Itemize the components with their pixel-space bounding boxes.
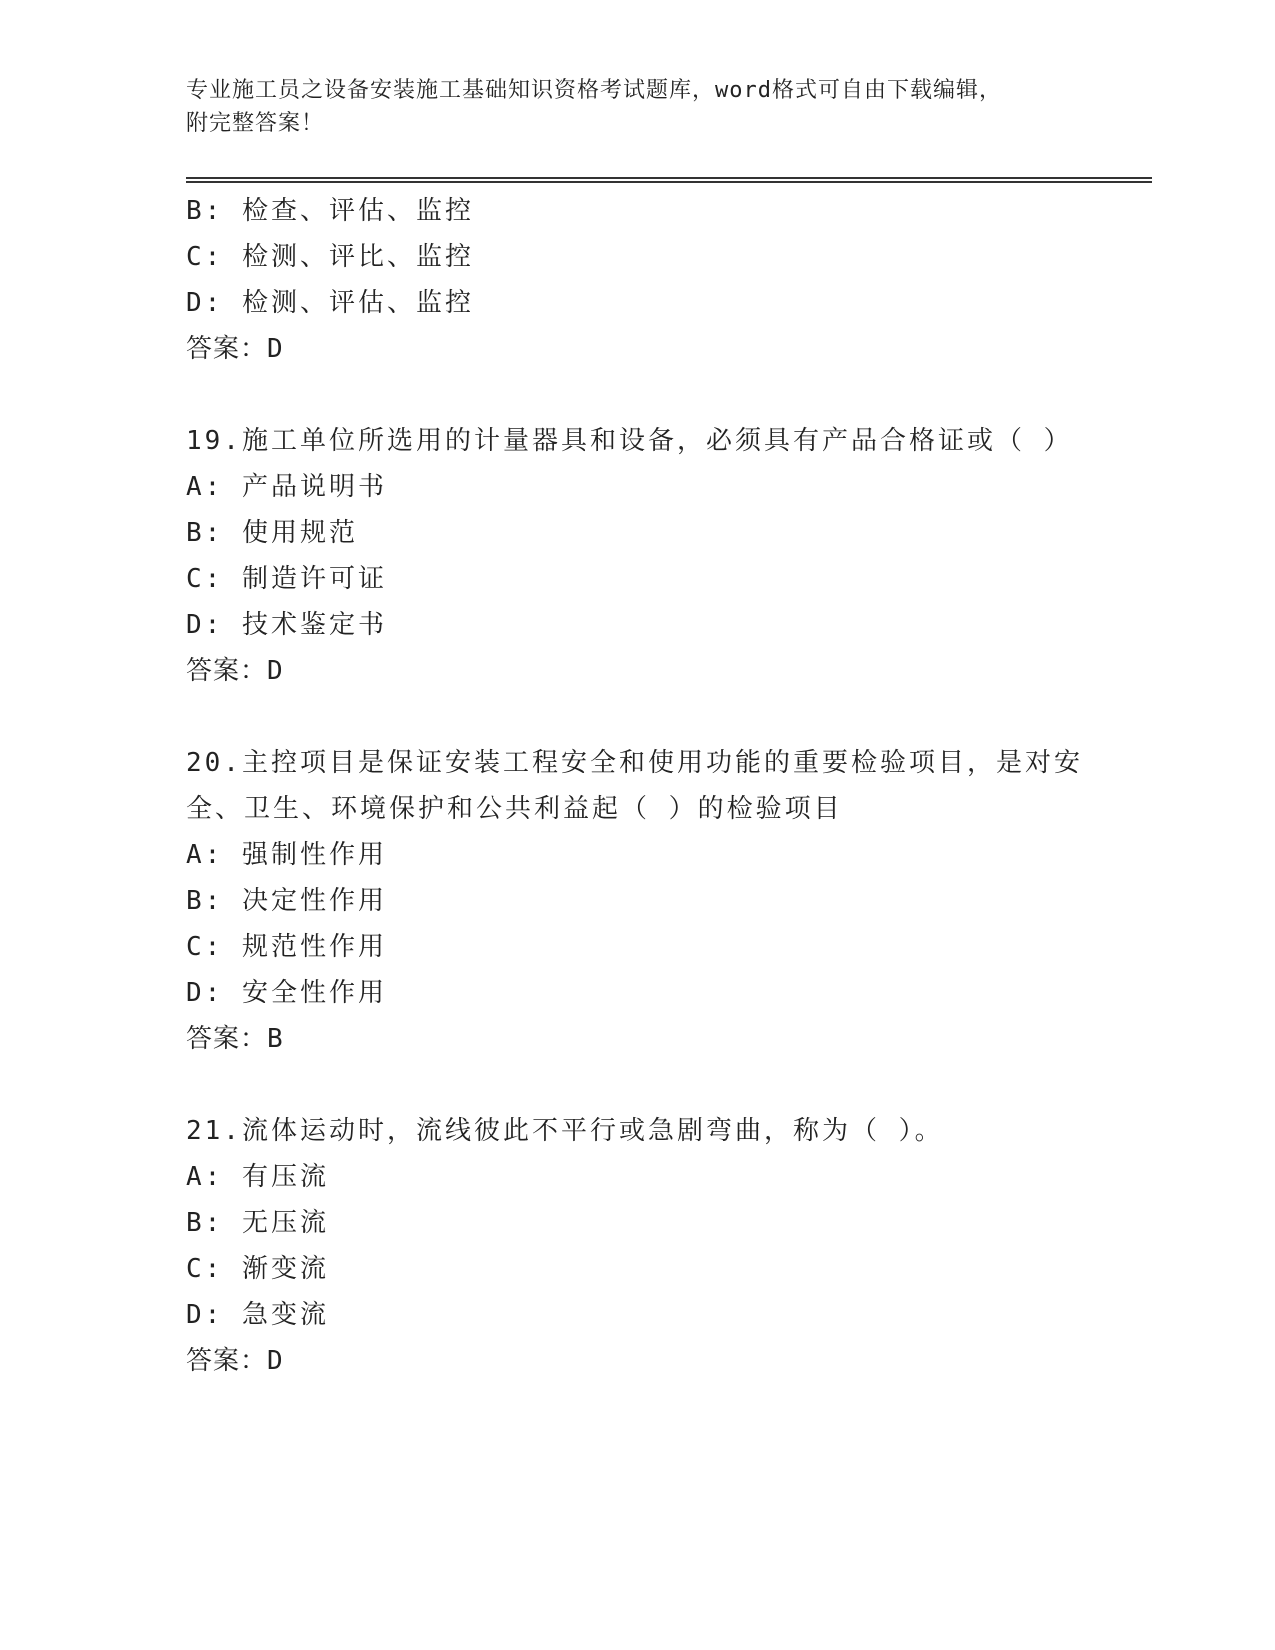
option-c: C: 渐变流 <box>186 1254 329 1284</box>
document-header <box>186 74 1086 140</box>
question-19 <box>186 418 1086 694</box>
answer-line: 答案：D <box>186 656 284 686</box>
option-c: C: 检测、评比、监控 <box>186 242 474 272</box>
question-stem-line-2: 全、卫生、环境保护和公共利益起（ ）的检验项目 <box>186 794 843 824</box>
option-c: C: 制造许可证 <box>186 564 387 594</box>
option-c: C: 规范性作用 <box>186 932 387 962</box>
option-b: B: 使用规范 <box>186 518 358 548</box>
option-a: A: 强制性作用 <box>186 840 387 870</box>
answer-line: 答案：D <box>186 1346 284 1376</box>
spacer <box>186 1062 1086 1108</box>
question-stem: 21.流体运动时，流线彼此不平行或急剧弯曲，称为（ ）。 <box>186 1116 944 1146</box>
header-line-1: 专业施工员之设备安装施工基础知识资格考试题库，word格式可自由下载编辑， <box>186 78 1002 103</box>
header-line-2: 附完整答案！ <box>186 111 325 136</box>
answer-line: 答案：D <box>186 334 284 364</box>
option-b: B: 无压流 <box>186 1208 329 1238</box>
answer-line: 答案：B <box>186 1024 284 1054</box>
question-stem-line-1: 20.主控项目是保证安装工程安全和使用功能的重要检验项目，是对安 <box>186 748 1083 778</box>
question-21 <box>186 1108 1086 1384</box>
header-divider-bottom <box>186 181 1152 183</box>
spacer <box>186 694 1086 740</box>
question-18-continuation <box>186 188 1086 372</box>
question-stem: 19.施工单位所选用的计量器具和设备，必须具有产品合格证或（ ） <box>186 426 1073 456</box>
option-a: A: 产品说明书 <box>186 472 387 502</box>
option-d: D: 安全性作用 <box>186 978 387 1008</box>
option-a: A: 有压流 <box>186 1162 329 1192</box>
spacer <box>186 372 1086 418</box>
question-20 <box>186 740 1086 1062</box>
header-divider-top <box>186 177 1152 179</box>
question-list <box>186 188 1086 1384</box>
option-b: B: 决定性作用 <box>186 886 387 916</box>
option-d: D: 检测、评估、监控 <box>186 288 474 318</box>
option-b: B: 检查、评估、监控 <box>186 196 474 226</box>
option-d: D: 急变流 <box>186 1300 329 1330</box>
option-d: D: 技术鉴定书 <box>186 610 387 640</box>
